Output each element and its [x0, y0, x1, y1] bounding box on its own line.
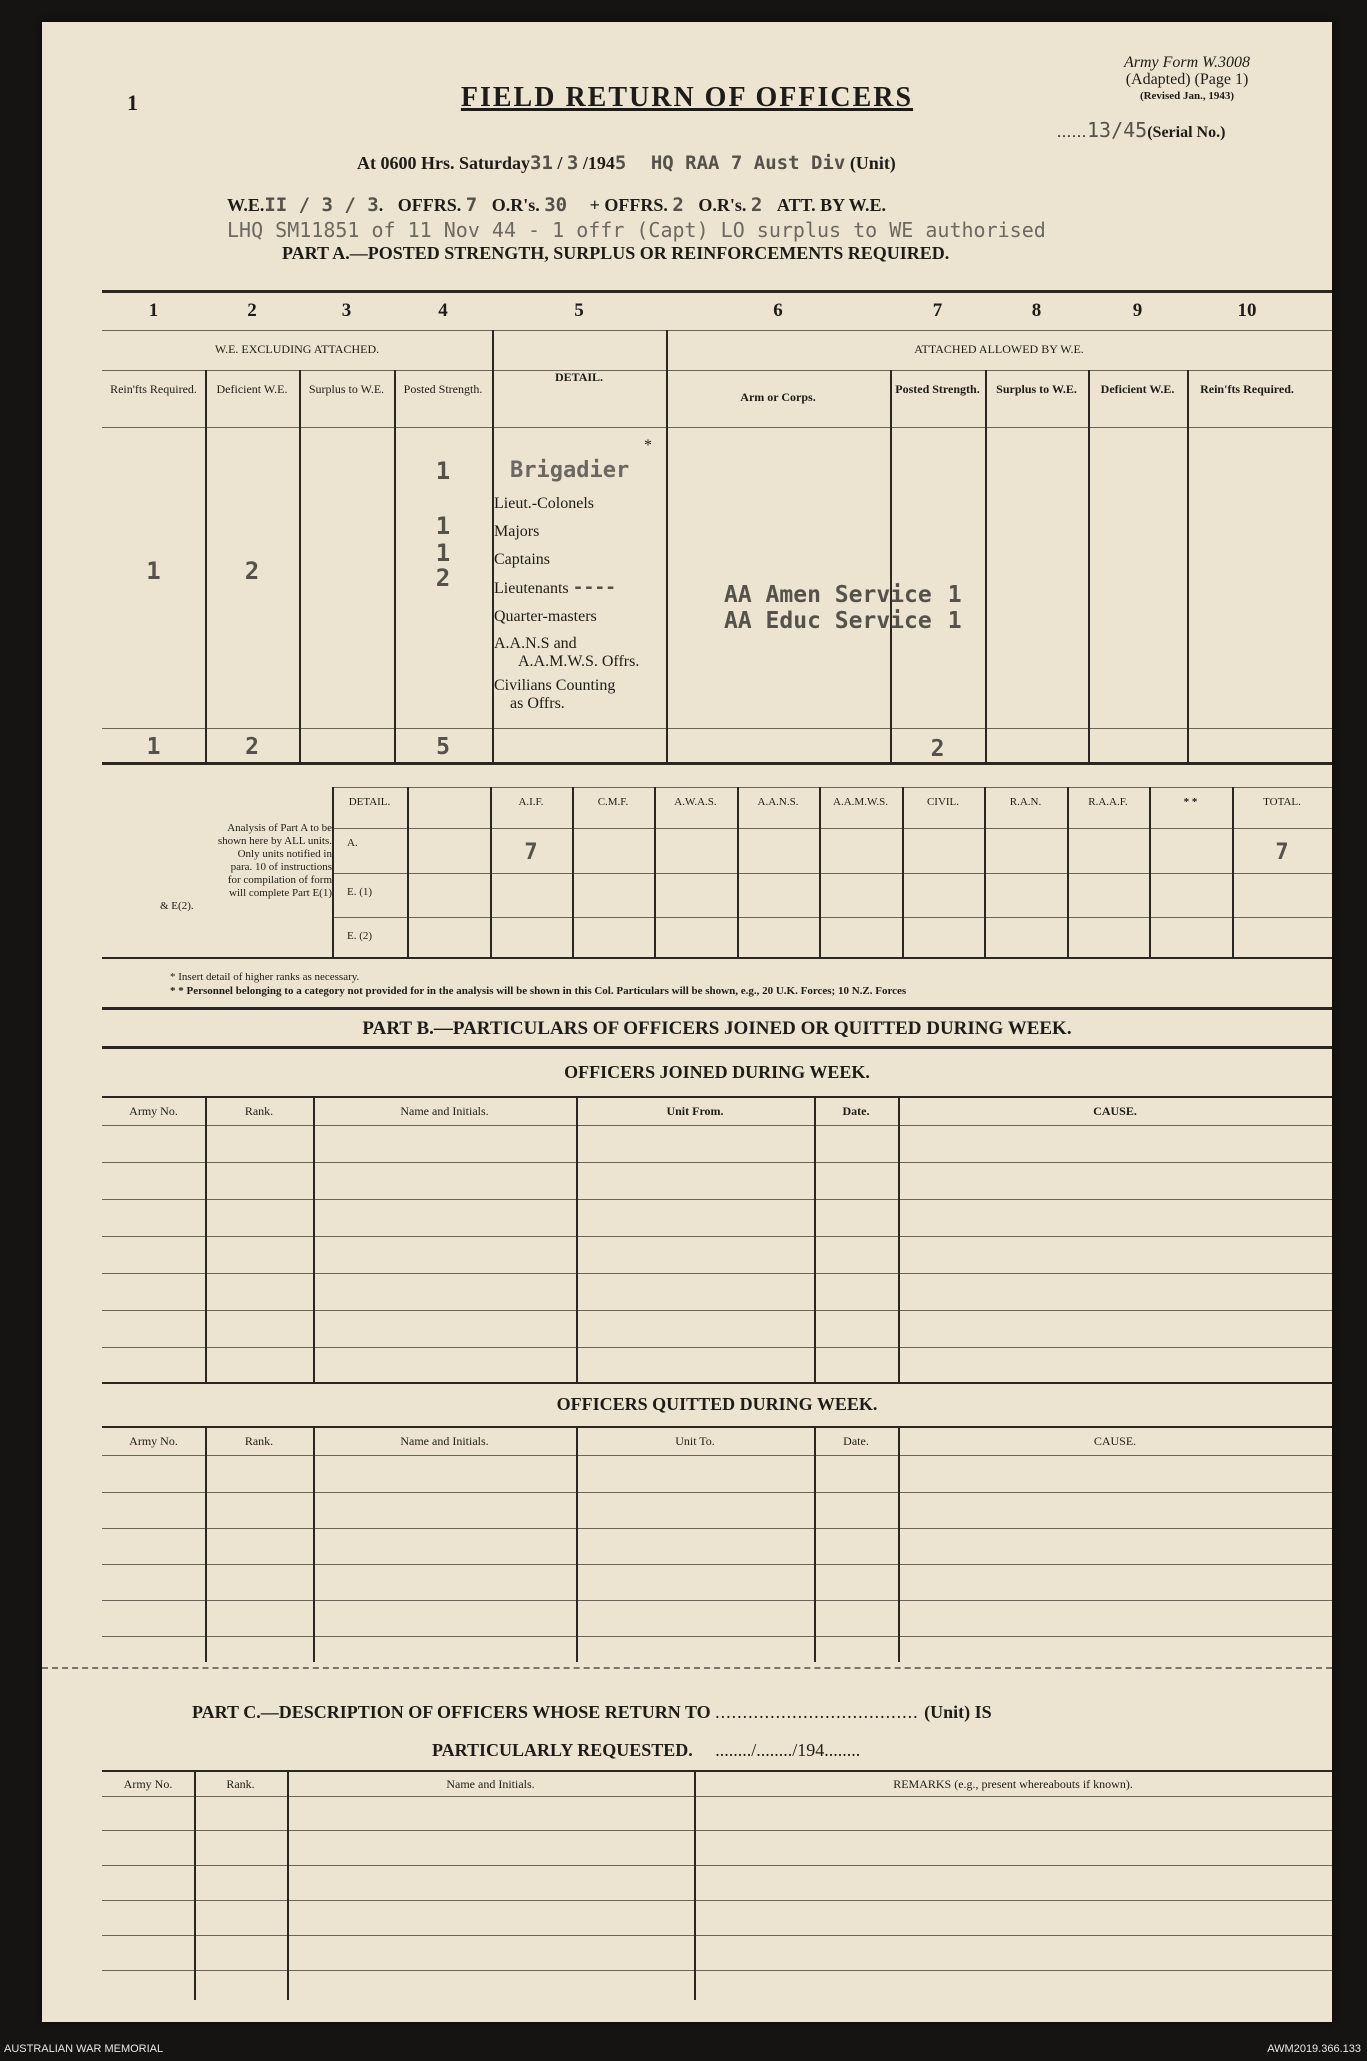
- rank-dash: ----: [572, 577, 616, 598]
- footnote-1: * Insert detail of higher ranks as necessary.: [170, 971, 360, 983]
- plus-offrs-value: 2: [672, 194, 684, 216]
- form-reference: [1062, 54, 1312, 105]
- attached-row: [724, 582, 962, 608]
- header-attached-reinfts: Rein'fts Required.: [1200, 382, 1294, 396]
- header-posted-strength: Posted Strength.: [403, 382, 483, 396]
- analysis-header-ran: R.A.N.: [1009, 796, 1042, 808]
- rank-lieut-colonels: Lieut.-Colonels: [494, 495, 594, 512]
- total-reinf: 1: [146, 734, 161, 760]
- form-sheet: [42, 22, 1332, 2022]
- header-attached-posted: Posted Strength.: [895, 382, 980, 396]
- at-line: At 0600 Hrs. Saturday31 / 3 /1945 HQ RAA 7 Aust Div (Unit): [357, 152, 896, 174]
- attached-list: [724, 582, 962, 634]
- part-a-heading: PART A.—POSTED STRENGTH, SURPLUS OR REINFORCEMENTS REQUIRED.: [282, 243, 950, 263]
- part-c-header-name: Name and Initials.: [446, 1777, 535, 1791]
- at-unit-label: (Unit): [849, 153, 896, 173]
- part-c-line2: PARTICULARLY REQUESTED. ......../......../194........: [432, 1740, 861, 1760]
- typed-note: LHQ SM11851 of 11 Nov 44 - 1 offr (Capt) LO surplus to WE authorised: [227, 218, 1046, 242]
- page-title: FIELD RETURN OF OFFICERS: [460, 82, 914, 113]
- serial-number: ......13/45(Serial No.): [1057, 118, 1226, 142]
- rank-civilians-line1: Civilians Counting: [494, 677, 616, 694]
- quitted-header-name: Name and Initials.: [400, 1434, 489, 1448]
- part-c-header-remarks: REMARKS (e.g., present whereabouts if known).: [893, 1777, 1133, 1791]
- analysis-header-aamws: A.A.M.W.S.: [833, 796, 888, 808]
- posted-lieutenants: 2: [435, 564, 451, 592]
- at-prefix: At 0600 Hrs. Saturday: [357, 153, 531, 173]
- analysis-header-aif: A.I.F.: [518, 796, 544, 808]
- rank-brigadier: Brigadier: [510, 458, 630, 483]
- part-c-line1: PART C.—DESCRIPTION OF OFFICERS WHOSE RETURN TO ..................................... (Unit) IS: [192, 1702, 992, 1722]
- col-number-8: 8: [1031, 300, 1042, 321]
- at-unit: HQ RAA 7 Aust Div: [650, 152, 846, 174]
- posted-majors: 1: [435, 512, 451, 540]
- part-c-line1-text: PART C.—DESCRIPTION OF OFFICERS WHOSE RETURN TO: [192, 1702, 711, 1722]
- rank-captains: Captains: [494, 551, 550, 568]
- detail-header: DETAIL.: [554, 370, 604, 384]
- deficient-value: 2: [244, 557, 260, 585]
- analysis-row-a-label: A.: [347, 837, 358, 849]
- joined-title: OFFICERS JOINED DURING WEEK.: [564, 1062, 870, 1082]
- rank-lieutenants-label: Lieutenants: [494, 580, 569, 597]
- rank-aans-line1: A.A.N.S and: [494, 635, 577, 652]
- total-deficient: 2: [245, 734, 259, 760]
- joined-header-cause: CAUSE.: [1093, 1104, 1137, 1118]
- analysis-row-e2-label: E. (2): [347, 930, 373, 942]
- side-note-line: & E(2).: [160, 900, 194, 912]
- attached-corps-educ: AA Educ Service: [724, 608, 932, 634]
- rank-list: [494, 490, 639, 713]
- posted-captains: 1: [435, 539, 451, 567]
- footer-left: AUSTRALIAN WAR MEMORIAL: [4, 2043, 164, 2055]
- analysis-header-awas: A.W.A.S.: [674, 796, 717, 808]
- group-header-we: W.E. EXCLUDING ATTACHED.: [214, 342, 380, 356]
- ors-value: 30: [544, 194, 568, 216]
- group-header-attached: ATTACHED ALLOWED BY W.E.: [914, 342, 1084, 356]
- serial-value: 13/45: [1087, 118, 1148, 142]
- joined-header-army-no: Army No.: [129, 1104, 178, 1118]
- header-arm-corps: Arm or Corps.: [740, 390, 816, 404]
- side-note-line: para. 10 of instructions: [230, 861, 332, 873]
- analysis-header-raaf: R.A.A.F.: [1088, 796, 1128, 808]
- joined-header-date: Date.: [842, 1104, 870, 1118]
- perforation-line: [42, 1667, 1332, 1669]
- side-note-line: shown here by ALL units.: [217, 835, 332, 847]
- col-number-7: 7: [932, 300, 943, 321]
- att-label: ATT. BY W.E.: [776, 195, 887, 215]
- header-reinfts-required: Rein'fts Required.: [110, 382, 197, 396]
- col-number-2: 2: [247, 300, 257, 321]
- rank-aans-line2: A.A.M.W.S. Offrs.: [518, 653, 640, 670]
- rank-civilians: [494, 677, 639, 713]
- side-note-line: for compilation of form: [227, 874, 332, 886]
- posted-brigadier: 1: [435, 457, 451, 485]
- analysis-header-detail: DETAIL.: [348, 796, 391, 808]
- at-year-prefix: 194: [587, 153, 615, 173]
- at-year-digit: 5: [614, 152, 627, 174]
- rank-civilians-line2: as Offrs.: [510, 695, 565, 712]
- serial-label: (Serial No.): [1147, 124, 1226, 141]
- header-attached-surplus: Surplus to W.E.: [996, 382, 1077, 396]
- reinf-value: 1: [146, 557, 161, 585]
- form-ref-line2: (Adapted) (Page 1): [1125, 71, 1249, 88]
- col-number-9: 9: [1132, 300, 1143, 321]
- header-attached-deficient: Deficient W.E.: [1100, 382, 1175, 396]
- joined-header-unit-from: Unit From.: [666, 1104, 724, 1118]
- side-note-line: will complete Part E(1): [229, 887, 332, 899]
- footnote-2: * * Personnel belonging to a category not provided for in the analysis will be shown in this Col. Particulars will be shown, e.g., 20 U.K. Forces; 10 N.Z. Forces: [170, 985, 907, 997]
- form-ref-line3: (Revised Jan., 1943): [1139, 90, 1235, 102]
- offrs-label: OFFRS.: [397, 195, 462, 215]
- plus-ors-value: 2: [750, 194, 763, 216]
- ors-label: O.R's.: [491, 195, 540, 215]
- joined-header-rank: Rank.: [244, 1104, 274, 1118]
- analysis-side-note: [100, 822, 332, 913]
- analysis-header-civil: CIVIL.: [926, 796, 960, 808]
- joined-header-name: Name and Initials.: [400, 1104, 489, 1118]
- analysis-header-total: TOTAL.: [1263, 796, 1301, 808]
- quitted-title: OFFICERS QUITTED DURING WEEK.: [556, 1394, 878, 1414]
- rank-quartermasters: Quarter-masters: [494, 608, 597, 625]
- offrs-value: 7: [465, 194, 478, 216]
- quitted-header-rank: Rank.: [244, 1434, 274, 1448]
- analysis-header-other: * *: [1183, 796, 1198, 808]
- attached-corps-amen: AA Amen Service: [724, 582, 932, 608]
- rank-majors: Majors: [494, 523, 540, 540]
- attached-count-educ: 1: [947, 608, 962, 634]
- rank-lieutenants: [494, 574, 639, 603]
- col-number-4: 4: [438, 300, 448, 321]
- total-posted: 5: [436, 734, 450, 760]
- side-note-line: Analysis of Part A to be: [227, 822, 332, 834]
- analysis-header-cmf: C.M.F.: [597, 796, 629, 808]
- col-number-5: 5: [574, 300, 584, 321]
- part-c-date: /194: [792, 1740, 825, 1760]
- attached-row: [724, 608, 962, 634]
- col-number-3: 3: [341, 300, 352, 321]
- analysis-row-e1-label: E. (1): [347, 886, 373, 898]
- footer-right: AWM2019.366.133: [1267, 2043, 1361, 2055]
- at-month: 3: [566, 152, 579, 174]
- quitted-header-army-no: Army No.: [129, 1434, 178, 1448]
- quitted-header-unit-to: Unit To.: [675, 1434, 715, 1448]
- at-day: 31: [530, 152, 553, 174]
- header-surplus-we: Surplus to W.E.: [308, 382, 385, 396]
- part-c-line2-text: PARTICULARLY REQUESTED.: [432, 1740, 693, 1760]
- side-note-line: Only units notified in: [237, 848, 332, 860]
- part-b-heading: PART B.—PARTICULARS OF OFFICERS JOINED OR QUITTED DURING WEEK.: [362, 1018, 1072, 1039]
- rank-aans: [494, 635, 639, 671]
- plus-ors-label: O.R's.: [698, 195, 747, 215]
- plus-offrs-label: + OFFRS.: [589, 195, 668, 215]
- analysis-header-aans: A.A.N.S.: [757, 796, 799, 808]
- analysis-row-a-aif: 7: [524, 840, 538, 865]
- we-line: W.E.II / 3 / 3. OFFRS. 7 O.R's. 30 + OFFRS. 2 O.R's. 2 ATT. BY W.E.: [227, 194, 887, 216]
- analysis-row-a-total: 7: [1275, 840, 1289, 865]
- part-c-unit-is: (Unit) IS: [924, 1702, 992, 1722]
- corner-mark: 1: [127, 90, 138, 115]
- we-label: W.E.: [227, 195, 265, 215]
- col-number-10: 10: [1237, 300, 1257, 321]
- asterisk-mark: *: [644, 437, 652, 454]
- quitted-header-cause: CAUSE.: [1093, 1434, 1137, 1448]
- attached-count-amen: 1: [947, 582, 962, 608]
- header-deficient-we: Deficient W.E.: [216, 382, 288, 396]
- we-value: II / 3 / 3: [264, 194, 379, 216]
- col-number-1: 1: [148, 300, 159, 321]
- quitted-header-date: Date.: [843, 1434, 869, 1448]
- part-c-header-army-no: Army No.: [123, 1777, 173, 1791]
- form-ref-line1: Army Form W.3008: [1123, 54, 1251, 71]
- total-attached-posted: 2: [930, 736, 945, 762]
- part-c-header-rank: Rank.: [226, 1777, 255, 1791]
- col-number-6: 6: [773, 300, 783, 321]
